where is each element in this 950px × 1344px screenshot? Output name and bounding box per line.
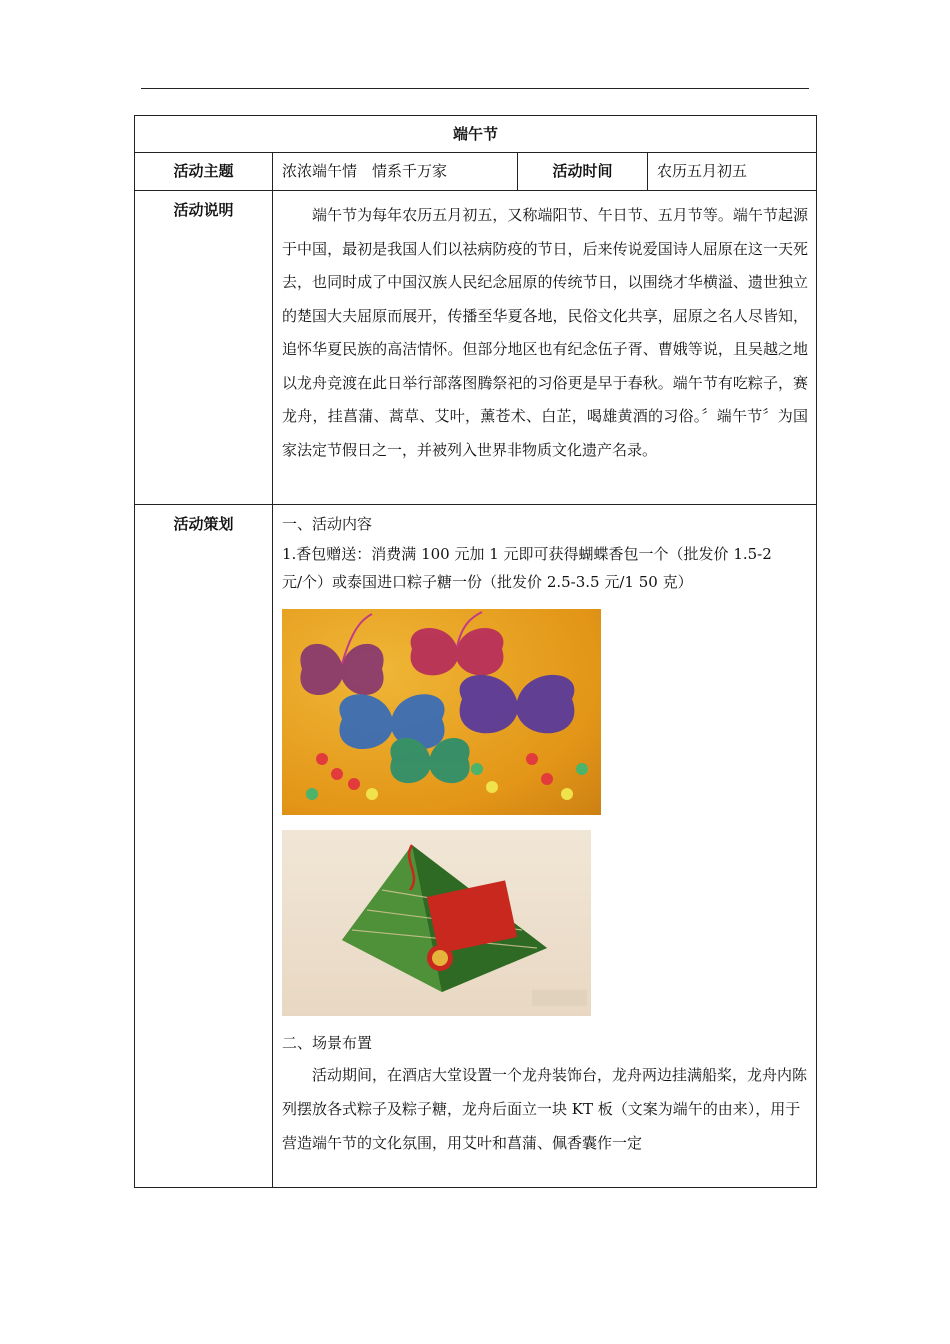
plan-item-1-line-1: 1.香包赠送：消费满 100 元加 1 元即可获得蝴蝶香包一个（批发价 1.5-2 [282, 545, 772, 563]
plan-item-1-line-2: 元/个）或泰国进口粽子糖一份（批发价 2.5-3.5 元/1 50 克） [282, 573, 693, 591]
plan-cell [273, 505, 817, 1188]
plan-scene-text: 活动期间，在酒店大堂设置一个龙舟装饰台，龙舟两边挂满船桨，龙舟内陈列摆放各式粽子及粽子糖，龙舟后面立一块 KT 板（文案为端午的由来），用于营造端午节的文化氛围，用艾叶和菖蒲、佩香囊作一定 [282, 1066, 808, 1152]
time-label: 活动时间 [518, 153, 648, 191]
zongzi-candy-illustration [282, 830, 591, 1016]
description-label: 活动说明 [135, 191, 273, 505]
butterfly-sachet-photo [282, 609, 601, 815]
theme-label: 活动主题 [135, 153, 273, 191]
plan-section-1-heading: 一、活动内容 [282, 515, 373, 533]
butterfly-sachet-illustration [282, 609, 601, 815]
activity-table [134, 115, 817, 1188]
theme-value: 浓浓端午情 情系千万家 [273, 153, 518, 191]
table-title: 端午节 [135, 116, 817, 153]
description-cell [273, 191, 817, 505]
zongzi-candy-photo [282, 830, 591, 1016]
time-value: 农历五月初五 [648, 153, 817, 191]
plan-section-2-heading: 二、场景布置 [282, 1034, 373, 1052]
description-text: 端午节为每年农历五月初五，又称端阳节、午日节、五月节等。端午节起源于中国，最初是我国人们以祛病防疫的节日，后来传说爱国诗人屈原在这一天死去，也同时成了中国汉族人民纪念屈原的传统节日，以围绕才华横溢、遗世独立的楚国大夫屈原而展开，传播至华夏各地，民俗文化共享，屈原之名人尽皆知，追怀华夏民族的高洁情怀。但部分地区也有纪念伍子胥、曹娥等说，且吴越之地以龙舟竞渡在此日举行部落图腾祭祀的习俗更是早于春秋。端午节有吃粽子，赛龙舟，挂菖蒲、蒿草、艾叶，薰苍术、白芷，喝雄黄酒的习俗。〞端午节〞为国家法定节假日之一，并被列入世界非物质文化遗产名录。 [282, 206, 809, 459]
plan-label: 活动策划 [135, 505, 273, 1188]
header-rule [141, 88, 809, 89]
